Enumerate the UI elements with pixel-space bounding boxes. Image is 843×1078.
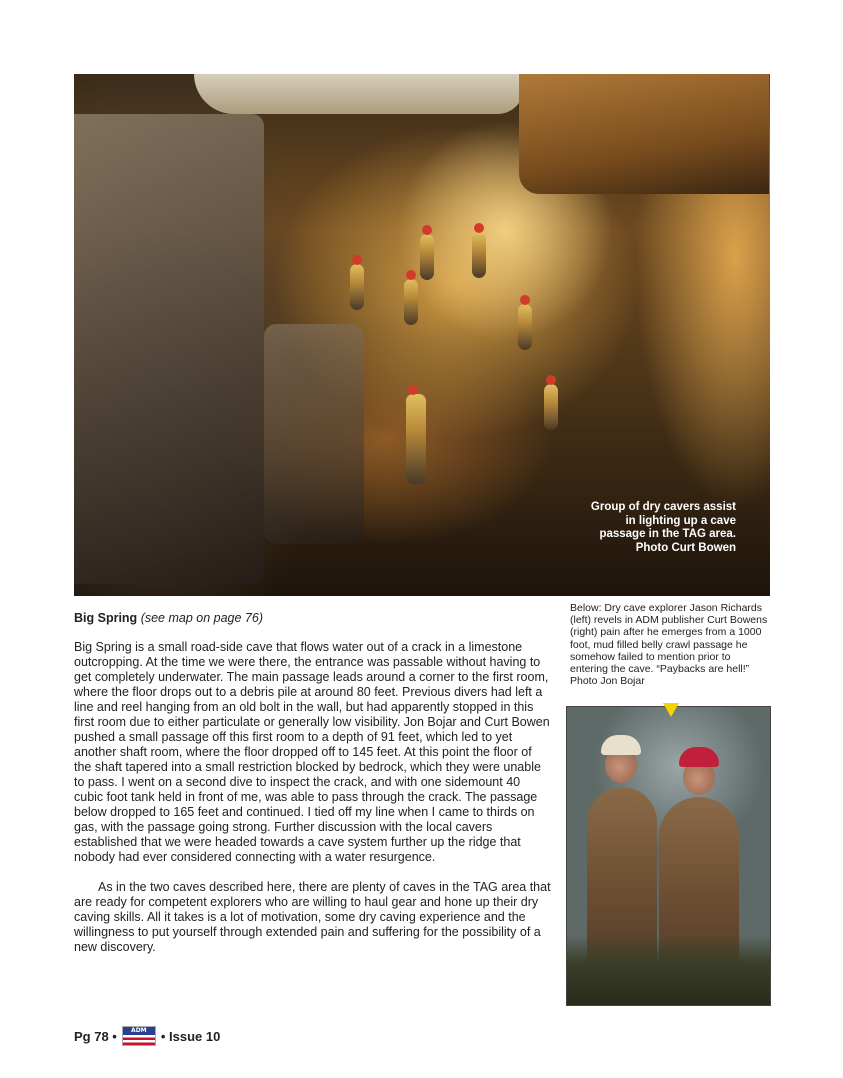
issue-number: • Issue 10 (160, 1028, 221, 1044)
caver-figure (544, 384, 558, 430)
side-photo-caption: Below: Dry cave explorer Jason Richards (left) revels in ADM publisher Curt Bowens (right) pain after he emerges from a 1000 foot, mud filled belly crawl passage he somehow failed to mention prior to entering the cave. “Paybacks are hell!” Photo Jon Bojar (570, 602, 768, 688)
caver-figure (420, 234, 434, 280)
caver-figure (472, 232, 486, 278)
cave-boulder (264, 324, 364, 544)
caver-figure (350, 264, 364, 310)
page-number: Pg 78 • (74, 1028, 117, 1044)
caver-figure (518, 304, 532, 350)
caver-figure (406, 394, 426, 484)
section-title: Big Spring (74, 611, 138, 625)
cave-wall-left (74, 114, 264, 584)
article-paragraph: Big Spring is a small road-side cave that flows water out of a crack in a limestone outcropping. At the time we were there, the entrance was passable without having to get completely underwater. The main passage leads around a corner to the first room, where the floor drops out to a debris pile at around 80 feet. Previous divers had left a line and reel hanging from an old bolt in the wall, but had apparently stopped in this first room due to either particulate or generally low visibility. Jon Bojar and Curt Bowen pushed a small passage off this first room to a depth of 91 feet, which led to yet another shaft room, where the floor dropped off to 145 feet. At this point the floor of the shaft tapered into a small restriction blocked by bedrock, which they were unable to pass. I went on a second dive to inspect the crack, and with one sidemount 40 cubic foot tank held in front of me, was able to pass through the crack. The passage below dropped to 165 feet and continued. I tied off my line when I came to thirds on gas, with the passage going strong. Further discussion with the local cavers established that we were headed towards a cave system further up the ridge that nobody had ever considered connecting with a water resurgence. (74, 640, 550, 864)
white-helmet-icon (601, 735, 641, 755)
adm-flag-logo-icon (122, 1026, 156, 1046)
yellow-triangle-marker-icon (663, 703, 679, 717)
section-heading (74, 610, 552, 626)
red-helmet-icon (679, 747, 719, 767)
page-footer (74, 1026, 220, 1046)
cave-ledge-rock (519, 74, 769, 194)
cave-floor (567, 935, 770, 1005)
article-paragraph: As in the two caves described here, there are plenty of caves in the TAG area that are ready for competent explorers who are willing to haul gear and hone up their dry caving skills. All it takes is a lot of motivation, some dry caving experience and the willingness to put yourself through extended pain and suffering for the possibility of a new discovery. (74, 880, 551, 954)
cave-ceiling-rock (194, 74, 524, 114)
main-cave-photo (74, 74, 770, 596)
main-photo-caption: Group of dry cavers assist in lighting up a cave passage in the TAG area. Photo Curt Bowen (590, 501, 736, 554)
side-photo-cavers (566, 706, 771, 1006)
logo-text: ADM (123, 1027, 155, 1035)
map-reference: (see map on page 76) (140, 611, 263, 625)
article-body (74, 610, 552, 955)
caver-figure (404, 279, 418, 325)
